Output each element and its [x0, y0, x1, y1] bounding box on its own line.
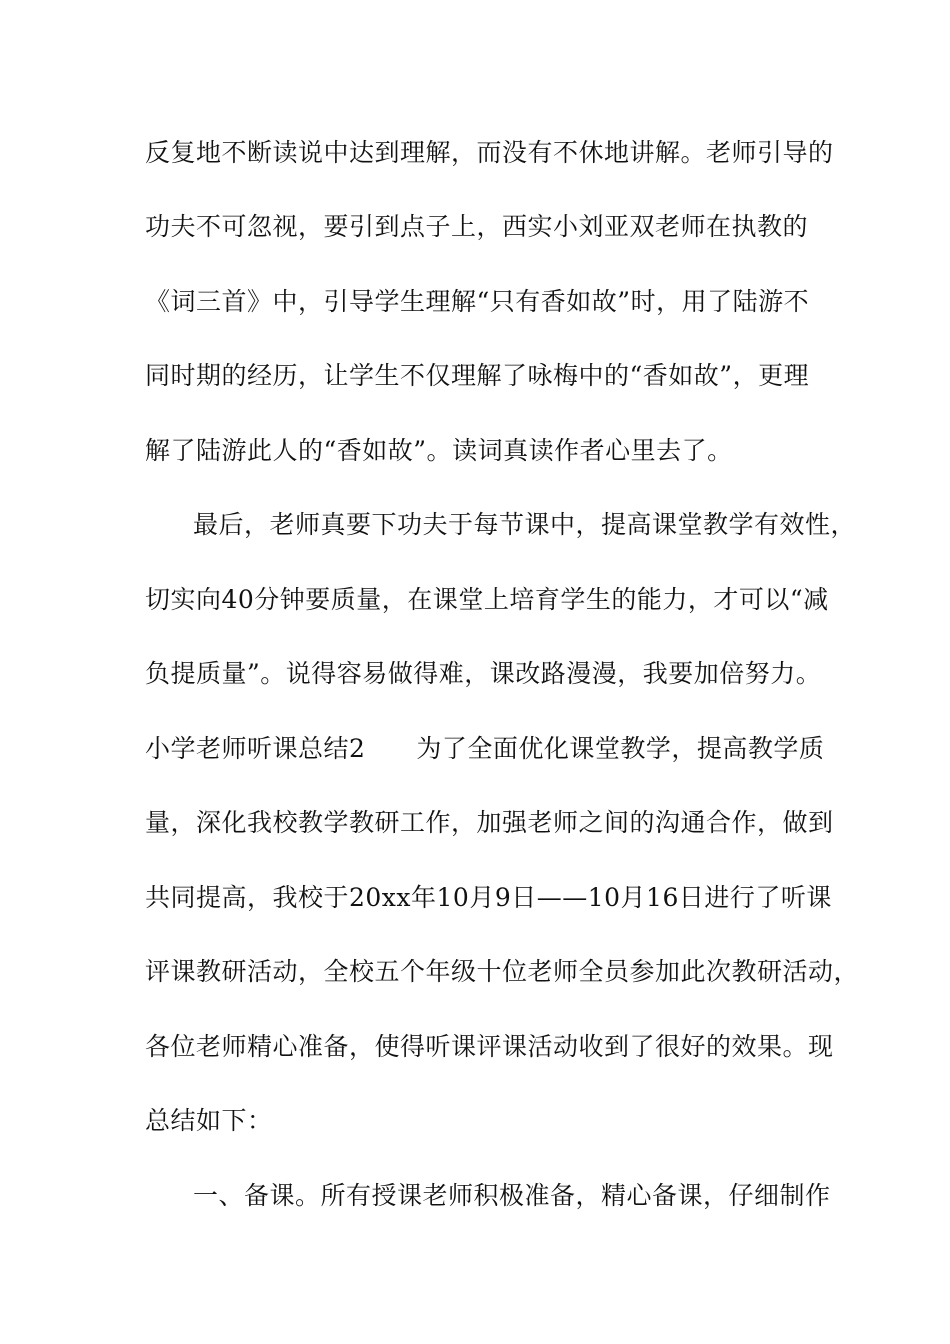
text-line: 反复地不断读说中达到理解，而没有不休地讲解。老师引导的: [145, 138, 834, 167]
text-line: 功夫不可忽视，要引到点子上，西实小刘亚双老师在执教的: [145, 212, 809, 241]
text-line: 切实向40分钟要质量，在课堂上培育学生的能力，才可以“减: [145, 585, 829, 614]
section-heading-line: 小学老师听课总结2 为了全面优化课堂教学，提高教学质: [145, 734, 825, 763]
text-line: 《词三首》中，引导学生理解“只有香如故”时，用了陆游不: [145, 287, 810, 316]
paragraph-first-line: 一、备课。所有授课老师积极准备，精心备课，仔细制作: [193, 1181, 831, 1210]
paragraph-first-line: 最后，老师真要下功夫于每节课中，提高课堂教学有效性，: [193, 510, 857, 539]
text-line: 总结如下：: [145, 1106, 273, 1135]
text-line: 负提质量”。说得容易做得难，课改路漫漫，我要加倍努力。: [145, 659, 822, 688]
text-line: 各位老师精心准备，使得听课评课活动收到了很好的效果。现: [145, 1032, 834, 1061]
text-line: 同时期的经历，让学生不仅理解了咏梅中的“香如故”，更理: [145, 361, 810, 390]
text-line: 共同提高，我校于20xx年10月9日——10月16日进行了听课: [145, 883, 832, 912]
text-line: 量，深化我校教学教研工作，加强老师之间的沟通合作，做到: [145, 808, 834, 837]
text-line: 解了陆游此人的“香如故”。读词真读作者心里去了。: [145, 436, 733, 465]
text-line: 评课教研活动，全校五个年级十位老师全员参加此次教研活动，: [145, 957, 860, 986]
